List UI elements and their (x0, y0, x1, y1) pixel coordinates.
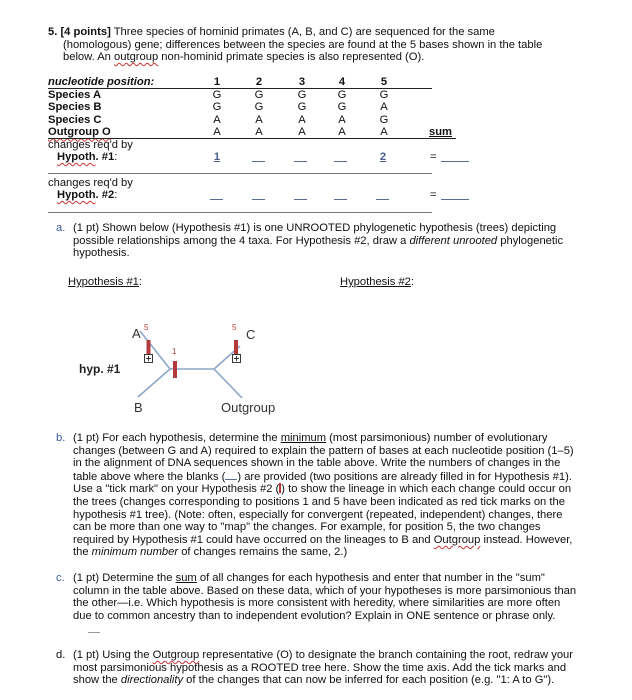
hyp2-change-pos3-blank[interactable] (294, 199, 307, 200)
part-c-line: column in the table above. Based on these data, which of your hypotheses is more parsimonious than (73, 584, 577, 597)
hyp1-change-pos4-blank[interactable] (334, 161, 347, 162)
species-label: Species B (48, 101, 102, 114)
tick-label: 1 (172, 347, 177, 356)
part-d-line: show the directionality of the changes that can now be inferred for each position (e.g. "1: A to G"). (73, 674, 555, 687)
part-d (48, 649, 623, 687)
part-a (48, 222, 623, 260)
branch-b (138, 369, 170, 397)
base-cell: G (337, 101, 347, 114)
hyp2-sum-blank[interactable] (441, 199, 469, 200)
base-cell: G (379, 113, 389, 126)
equals-sign: = (430, 188, 437, 201)
hyp2-row-label: Hypoth. #2: (57, 188, 118, 201)
part-b-line: hypothesis #1 tree). (Note: often, especially for convergent (repeated, independent) changes, there (73, 508, 563, 521)
hypothesis1-heading: Hypothesis #1: (68, 276, 143, 288)
base-cell: A (298, 113, 306, 126)
taxon-label-outgroup: Outgroup (221, 400, 276, 415)
part-b-line: required by Hypothesis #1 could have occurred on the lineages to B and Outgroup instead. However, (73, 533, 573, 546)
hyp2-change-pos1-blank[interactable] (210, 199, 223, 200)
part-b-line: changes (between G and A) required to explain the pattern of bases at each nucleotide position (1–5) (73, 444, 574, 457)
part-c-line: due to common ancestry than to independent evolution? Explain in ONE sentence or phrase only. (73, 609, 556, 622)
position-header: 3 (298, 76, 306, 88)
hyp1-change-pos2-blank[interactable] (252, 161, 265, 162)
taxon-label-c: C (246, 327, 256, 342)
species-label: Species C (48, 113, 102, 126)
expand-icon (145, 355, 153, 363)
header-label: nucleotide position: (48, 76, 155, 88)
position-header: 4 (338, 76, 346, 88)
table-row (48, 114, 468, 127)
part-b-line: (1 pt) For each hypothesis, determine the minimum (most parsimonious) number of evolutionary (73, 432, 548, 444)
question-header (48, 26, 618, 64)
hypothesis1-tree (60, 300, 320, 425)
part-a-line: possible relationships among the 4 taxa. For Hypothesis #2, draw a different unrooted phylogenetic (73, 234, 564, 247)
tick-label: 5 (232, 323, 237, 332)
spellcheck-word-outgroup: outgroup (114, 51, 159, 64)
part-b-letter: b. (56, 432, 66, 444)
equals-sign: = (430, 150, 437, 163)
base-cell: A (380, 126, 388, 139)
branch-a (140, 331, 170, 369)
table-row (48, 101, 468, 114)
table-row (48, 89, 468, 102)
part-a-line: hypothesis. (73, 247, 130, 260)
question-number: 5. (48, 26, 58, 38)
base-cell: G (254, 88, 264, 101)
branch-outgroup (214, 369, 242, 398)
base-cell: G (212, 101, 222, 114)
base-cell: A (213, 113, 221, 126)
position-header: 2 (255, 76, 263, 88)
hyp1-change-pos3-blank[interactable] (294, 161, 307, 162)
species-label: Species A (48, 88, 102, 101)
base-cell: A (255, 113, 263, 126)
question-intro-line1: Three species of hominid primates (A, B, and C) are sequenced for the same (110, 26, 495, 38)
question-intro-line2: (homologous) gene; differences between the species are found at the 5 bases shown in the table (63, 38, 543, 51)
base-cell: A (213, 126, 221, 139)
hyp1-change-pos1[interactable]: 1 (213, 150, 221, 163)
question-intro-line3: below. An outgroup non-hominid primate species is also represented (O). (63, 51, 425, 64)
base-cell: G (297, 101, 307, 114)
hyp2-change-pos4-blank[interactable] (334, 199, 347, 200)
base-cell: A (380, 101, 388, 114)
sum-header: sum (429, 126, 453, 139)
changes-label: changes req'd by (48, 138, 133, 151)
position-header: 1 (213, 76, 221, 88)
taxon-label-b: B (134, 400, 143, 415)
taxon-label-a: A (132, 326, 141, 341)
base-cell: G (254, 101, 264, 114)
base-cell: G (212, 88, 222, 101)
base-cell: A (298, 126, 306, 139)
part-b-line: the trees (changes corresponding to positions 1 and 5 have been indicated as red tick marks on the (73, 495, 565, 508)
hyp1-change-pos5[interactable]: 2 (379, 150, 387, 163)
table-header-row (48, 76, 468, 89)
part-b (48, 432, 623, 559)
hyp2-change-pos5-blank[interactable] (376, 199, 389, 200)
hyp1-changes-row (48, 139, 468, 165)
base-cell: G (379, 88, 389, 101)
part-d-line: most parsimonious hypothesis as a ROOTED tree here. Show the time axis. Add the tick marks and (73, 661, 567, 674)
base-cell: A (338, 113, 346, 126)
hyp2-divider (48, 212, 432, 213)
hyp2-change-pos2-blank[interactable] (252, 199, 265, 200)
changes-label: changes req'd by (48, 176, 133, 189)
part-c-letter: c. (56, 572, 65, 584)
base-cell: A (338, 126, 346, 139)
hyp1-row-label: Hypoth. #1: (57, 150, 118, 163)
part-a-line: (1 pt) Shown below (Hypothesis #1) is one UNROOTED phylogenetic hypothesis (trees) depicting (73, 222, 557, 234)
part-b-line: the minimum number of changes remains the same, 2.) (73, 546, 348, 559)
position-header: 5 (380, 76, 388, 88)
base-cell: A (255, 126, 263, 139)
part-d-letter: d. (56, 649, 66, 661)
hyp2-changes-row (48, 177, 468, 203)
part-c (48, 572, 623, 622)
base-cell: G (337, 88, 347, 101)
hyp1-divider (48, 173, 432, 174)
part-a-letter: a. (56, 222, 66, 234)
part-c-line: the other—i.e. Which hypothesis is more consistent with heredity, where similarities are more often (73, 597, 561, 610)
hypothesis2-heading: Hypothesis #2: (340, 276, 415, 288)
tree-label: hyp. #1 (79, 362, 121, 376)
question-points: [4 points] (60, 26, 111, 38)
alignment-table (48, 76, 468, 203)
answer-cursor-mark (88, 632, 100, 633)
tick-mark-pos1 (173, 361, 177, 378)
part-b-line: in the alignment of DNA sequences shown in the table above. Write the numbers of changes in the (73, 457, 561, 470)
hyp1-sum-blank[interactable] (441, 161, 469, 162)
tick-label: 5 (144, 323, 149, 332)
part-c-line: (1 pt) Determine the sum of all changes for each hypothesis and enter that number in the "sum" (73, 572, 545, 584)
part-b-line: can be more than one way to "map" the changes. For example, for position 5, the two changes (73, 521, 541, 534)
blank-example (225, 470, 237, 480)
expand-icon (233, 355, 241, 363)
part-d-line: (1 pt) Using the Outgroup representative (O) to designate the branch containing the root, redraw your (73, 649, 573, 661)
species-label: Outgroup O (48, 126, 111, 139)
base-cell: G (297, 88, 307, 101)
part-b-line: table above where the blanks ( ) are provided (two positions are already filled in for Hypothesis #1). (73, 470, 572, 483)
part-b-line: Use a "tick mark" on your Hypothesis #2 ( ) to show the lineage in which each change could occur on (73, 483, 572, 496)
